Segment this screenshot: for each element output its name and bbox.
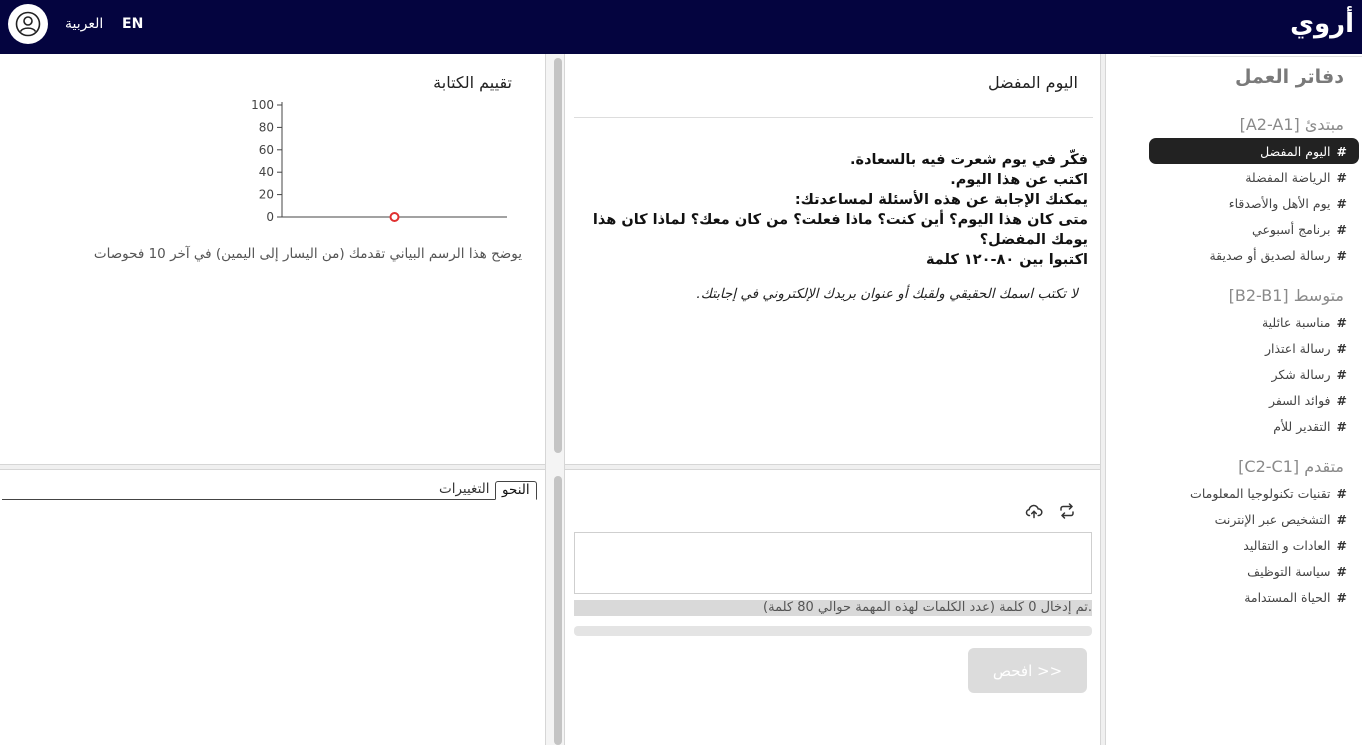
sidebar-item-weekly-program[interactable] (1149, 216, 1359, 242)
right-horizontal-splitter[interactable] (565, 464, 1100, 470)
prompt-line: اكتب عن هذا اليوم. (950, 172, 1088, 188)
sidebar-divider (1150, 56, 1362, 57)
tab-grammar[interactable]: النحو (495, 481, 537, 500)
refresh-icon[interactable] (1057, 501, 1077, 521)
y-tick-label: 80 (258, 120, 274, 135)
sidebar-item-label: رسالة لصديق أو صديقة (1209, 247, 1331, 263)
sidebar-item-letter-to-friend[interactable] (1149, 242, 1359, 268)
sidebar-item-label: فوائد السفر (1268, 392, 1331, 408)
hash-icon: # (1336, 169, 1347, 185)
word-count-status: .تم إدخال 0 كلمة (عدد الكلمات لهذه المهمة حوالي 80 كلمة) (574, 600, 1092, 616)
y-tick-label: 0 (266, 210, 274, 224)
sidebar-resize-handle[interactable] (1100, 54, 1106, 745)
task-prompt (580, 150, 1088, 270)
hash-icon: # (1336, 195, 1347, 211)
sidebar-item-family-occasion[interactable] (1149, 309, 1359, 335)
sidebar-item-travel-benefits[interactable] (1149, 387, 1359, 413)
sidebar-item-customs-traditions[interactable] (1149, 532, 1359, 558)
level-title-intermediate: متوسط [B2-B1] (1228, 286, 1344, 305)
prompt-line: فكّر في يوم شعرت فيه بالسعادة. (850, 152, 1088, 168)
hash-icon: # (1336, 366, 1347, 382)
user-account-icon[interactable] (8, 4, 48, 44)
sidebar-item-label: الرياضة المفضلة (1245, 169, 1331, 185)
hash-icon: # (1336, 392, 1347, 408)
hash-icon: # (1336, 511, 1347, 527)
sidebar-item-label: اليوم المفضل (1260, 143, 1331, 159)
sidebar-item-sustainable-life[interactable] (1149, 584, 1359, 610)
workbooks-sidebar (1106, 54, 1362, 745)
check-button[interactable]: افحص >> (968, 648, 1087, 693)
prompt-line: اكتبوا بين ٨٠-١٢٠ كلمة (925, 252, 1088, 268)
sidebar-item-label: التشخيص عبر الإنترنت (1214, 511, 1331, 527)
editor-scrollbar[interactable] (554, 476, 562, 745)
hash-icon: # (1336, 485, 1347, 501)
hash-icon: # (1336, 537, 1347, 553)
prompt-line: متى كان هذا اليوم؟ أين كنت؟ ماذا فعلت؟ من كان معك؟ لماذا كان هذا يومك المفضل؟ (592, 212, 1088, 248)
task-title-divider (574, 117, 1093, 118)
level-title-beginner: مبتدئ [A2-A1] (1239, 115, 1344, 134)
brand-logo[interactable]: أروي (1290, 9, 1354, 39)
sidebar-item-it-technologies[interactable] (1149, 480, 1359, 506)
sidebar-item-label: سياسة التوظيف (1247, 563, 1331, 579)
hash-icon: # (1336, 340, 1347, 356)
hash-icon: # (1336, 247, 1347, 263)
sidebar-item-label: رسالة اعتذار (1264, 340, 1331, 356)
sidebar-item-label: العادات و التقاليد (1243, 537, 1331, 553)
sidebar-item-apology-letter[interactable] (1149, 335, 1359, 361)
y-tick-label: 60 (258, 142, 274, 157)
answer-textarea[interactable] (574, 532, 1092, 594)
hash-icon: # (1336, 589, 1347, 605)
hash-icon: # (1336, 143, 1347, 159)
y-tick-label: 40 (258, 165, 274, 180)
hash-icon: # (1336, 418, 1347, 434)
y-tick-label: 20 (258, 187, 274, 202)
sidebar-item-employment-policy[interactable] (1149, 558, 1359, 584)
sidebar-item-label: رسالة شكر (1271, 366, 1331, 382)
sidebar-item-label: برنامج أسبوعي (1252, 221, 1331, 237)
sidebar-item-online-diagnosis[interactable] (1149, 506, 1359, 532)
sidebar-item-label: الحياة المستدامة (1244, 589, 1331, 605)
chart-caption: يوضح هذا الرسم البياني تقدمك (من اليسار إلى اليمين) في آخر 10 فحوصات (93, 246, 522, 262)
prompt-scrollbar[interactable] (554, 58, 562, 453)
word-progress-bar (574, 626, 1092, 636)
upload-cloud-icon[interactable] (1024, 501, 1044, 521)
writing-score-chart (240, 95, 515, 225)
sidebar-title: دفاتر العمل (1235, 66, 1344, 88)
sidebar-item-thank-you-letter[interactable] (1149, 361, 1359, 387)
tab-changes[interactable]: التغييرات (439, 481, 490, 497)
level-title-advanced: متقدم [C2-C1] (1238, 457, 1344, 476)
sidebar-item-label: مناسبة عائلية (1261, 314, 1331, 330)
chart-title: تقييم الكتابة (433, 73, 512, 92)
left-horizontal-splitter[interactable] (0, 464, 545, 470)
language-arabic-link[interactable]: العربية (65, 16, 104, 32)
data-point (391, 213, 399, 221)
top-bar (0, 0, 1362, 54)
privacy-warning: لا تكتب اسمك الحقيقي ولقبك أو عنوان بريدك الإلكتروني في إجابتك. (696, 286, 1078, 302)
prompt-line: يمكنك الإجابة عن هذه الأسئلة لمساعدتك: (794, 192, 1088, 208)
sidebar-item-favorite-sport[interactable] (1149, 164, 1359, 190)
language-english-link[interactable]: EN (122, 16, 144, 32)
sidebar-item-label: تقنيات تكنولوجيا المعلومات (1190, 485, 1331, 501)
y-tick-label: 100 (251, 98, 274, 112)
sidebar-item-favorite-day[interactable] (1149, 138, 1359, 164)
sidebar-item-mother-appreciation[interactable] (1149, 413, 1359, 439)
task-title: اليوم المفضل (987, 73, 1078, 92)
hash-icon: # (1336, 314, 1347, 330)
sidebar-item-family-friends-day[interactable] (1149, 190, 1359, 216)
sidebar-item-label: يوم الأهل والأصدقاء (1228, 195, 1331, 211)
hash-icon: # (1336, 221, 1347, 237)
sidebar-item-label: التقدير للأم (1273, 418, 1331, 434)
hash-icon: # (1336, 563, 1347, 579)
